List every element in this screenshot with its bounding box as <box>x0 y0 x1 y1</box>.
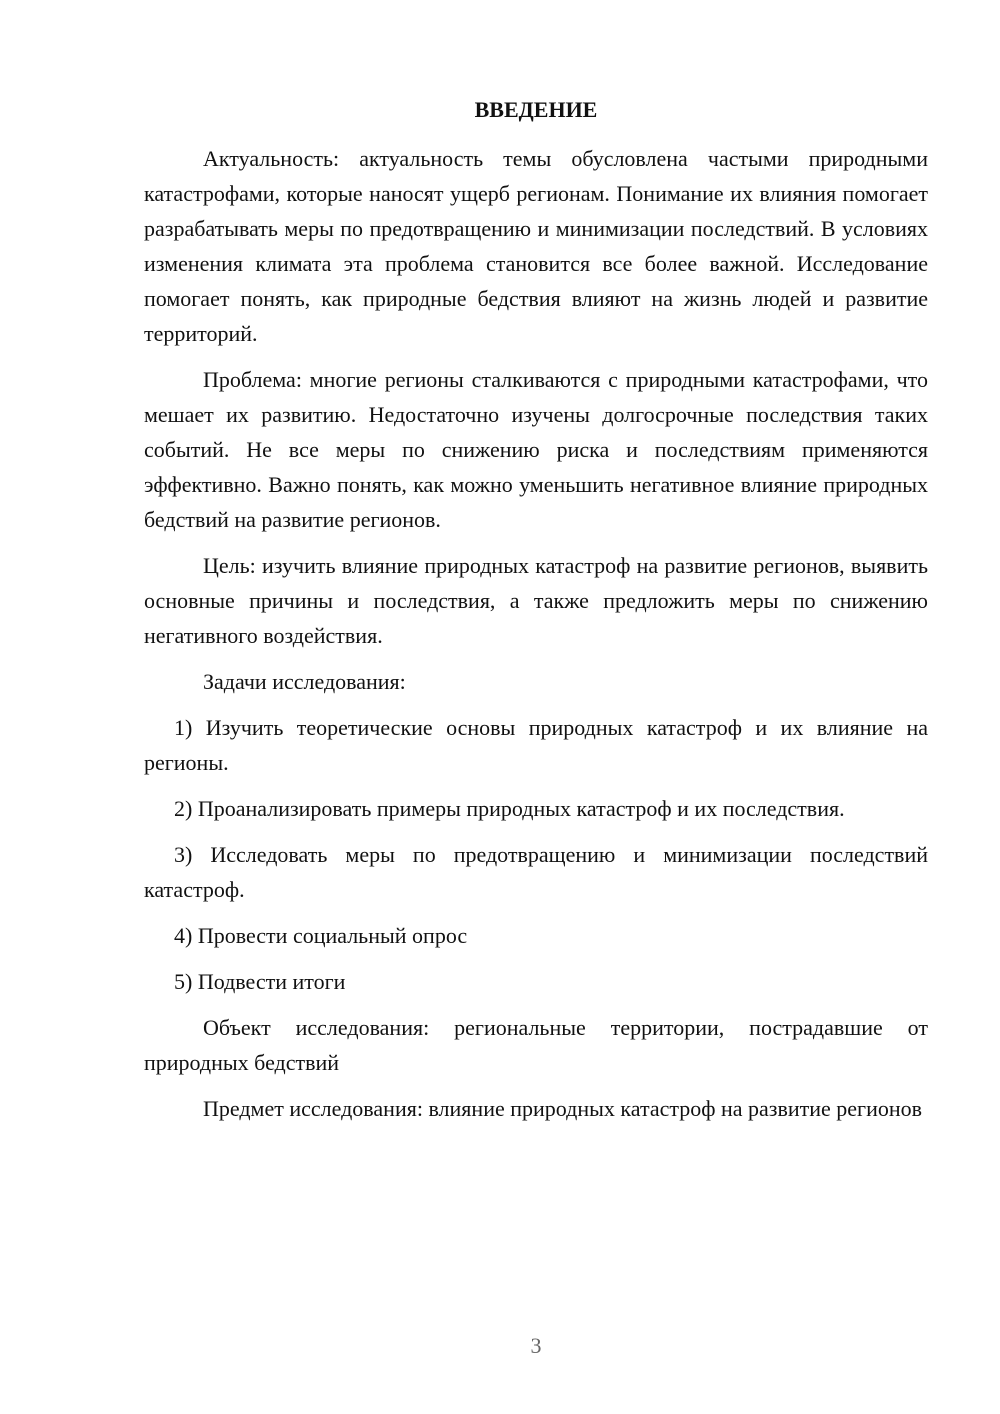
task-item: 5) Подвести итоги <box>174 969 346 994</box>
relevance-paragraph: Актуальность: актуальность темы обусловлена частыми природными катастрофами, которые наносят ущерб регионам. Понимание их влияния помогает разрабатывать меры по предотвращению и минимизации последствий. В условиях изменения климата эта проблема становится все более важной. Исследование помогает понять, как природные бедствия влияют на жизнь людей и развитие территорий. <box>144 146 928 346</box>
task-item: 4) Провести социальный опрос <box>174 923 468 948</box>
problem-paragraph: Проблема: многие регионы сталкиваются с природными катастрофами, что мешает их развитию. Недостаточно изучены долгосрочные последствия таких событий. Не все меры по снижению риска и последствиям применяются эффективно. Важно понять, как можно уменьшить негативное влияние природных бедствий на развитие регионов. <box>144 367 928 532</box>
subject-paragraph: Предмет исследования: влияние природных катастроф на развитие регионов <box>203 1096 923 1121</box>
page-content <box>144 92 928 1137</box>
task-item: 3) Исследовать меры по предотвращению и минимизации последствий катастроф. <box>144 842 928 902</box>
goal-paragraph: Цель: изучить влияние природных катастроф на развитие регионов, выявить основные причины и последствия, а также предложить меры по снижению негативного воздействия. <box>144 553 928 648</box>
task-item: 2) Проанализировать примеры природных катастроф и их последствия. <box>174 796 845 821</box>
tasks-heading: Задачи исследования: <box>203 669 406 694</box>
section-title: ВВЕДЕНИЕ <box>474 97 598 122</box>
task-item: 1) Изучить теоретические основы природных катастроф и их влияние на регионы. <box>144 715 928 775</box>
object-paragraph: Объект исследования: региональные территории, пострадавшие от природных бедствий <box>144 1015 928 1075</box>
page-number: 3 <box>530 1333 542 1358</box>
